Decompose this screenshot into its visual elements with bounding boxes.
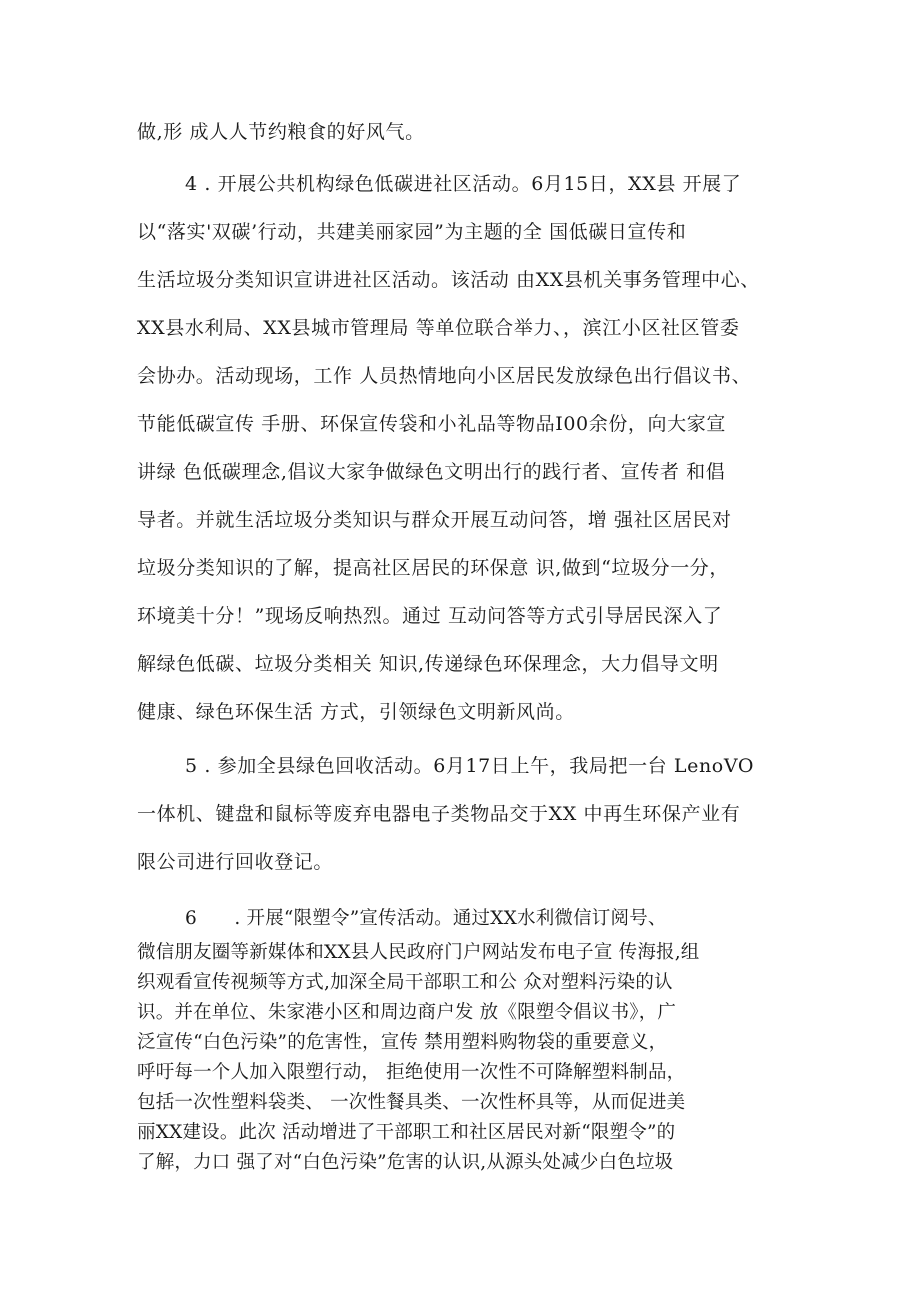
text-line: 做,形 成人人节约粮食的好风气。 [137,121,425,143]
text-line: 丽XX建设。此次 活动增进了干部职工和社区居民对新“限塑令”的 [137,1122,676,1143]
paragraph-6-start: 6 . 开展“限塑令”宣传活动。通过XX水利微信订阅号、 [185,908,667,929]
text-line: 织观看宣传视频等方式,加深全局干部职工和公 众对塑料污染的认 [137,972,673,993]
paragraph-4-start: 4 . 开展公共机构绿色低碳进社区活动。6月15日，XX县 开展了 [185,173,742,195]
text-line: 解绿色低碳、垃圾分类相关 知识,传递绿色环保理念，大力倡导文明 [137,653,719,675]
text-line: XX县水利局、XX县城市管理局 等单位联合举力、，滨江小区社区管委 [137,317,740,339]
text-line: 泛宣传“白色污染”的危害性，宣传 禁用塑料购物袋的重要意义， [137,1032,668,1053]
text-line: 垃圾分类知识的了解，提高社区居民的环保意 识,做到“垃圾分一分， [137,557,729,579]
text-line: 呼吁每一个人加入限塑行动， 拒绝使用一次性不可降解塑料制品， [137,1062,686,1083]
text-line: 导者。并就生活垃圾分类知识与群众开展互动问答，增 强社区居民对 [137,509,732,531]
text-line: 环境美十分！”现场反响热烈。通过 互动问答等方式引导居民深入了 [137,605,723,627]
text-line: 讲绿 色低碳理念,倡议大家争做绿色文明出行的践行者、宣传者 和倡 [137,461,726,483]
text-line: 健康、绿色环保生活 方式，引领绿色文明新风尚。 [137,701,575,723]
text-line: 一体机、键盘和鼠标等废弃电器电子类物品交于XX 中再生环保产业有 [137,803,741,825]
paragraph-5-start: 5 . 参加全县绿色回收活动。6月17日上午，我局把一台 LenoVO [185,755,755,777]
text-line: 节能低碳宣传 手册、环保宣传袋和小礼品等物品I00余份，向大家宣 [137,413,726,435]
text-line: 了解，力口 强了对“白色污染”危害的认识,从源头处减少白色垃圾 [137,1152,674,1173]
text-line: 包括一次性塑料袋类、 一次性餐具类、一次性杯具等，从而促进美 [137,1092,686,1113]
text-line: 以“落实'双碳’行动，共建美丽家园”为主题的全 国低碳日宣传和 [137,221,687,243]
text-line: 识。并在单位、朱家港小区和周边商户发 放《限塑令倡议书》，广 [137,1002,677,1023]
text-line: 微信朋友圈等新媒体和XX县人民政府门户网站发布电子宣 传海报,组 [137,942,700,963]
text-line: 会协办。活动现场，工作 人员热情地向小区居民发放绿色出行倡议书、 [137,365,752,387]
text-line: 生活垃圾分类知识宣讲进社区活动。该活动 由XX县机关事务管理中心、 [137,269,760,291]
text-line: 限公司进行回收登记。 [137,851,334,873]
